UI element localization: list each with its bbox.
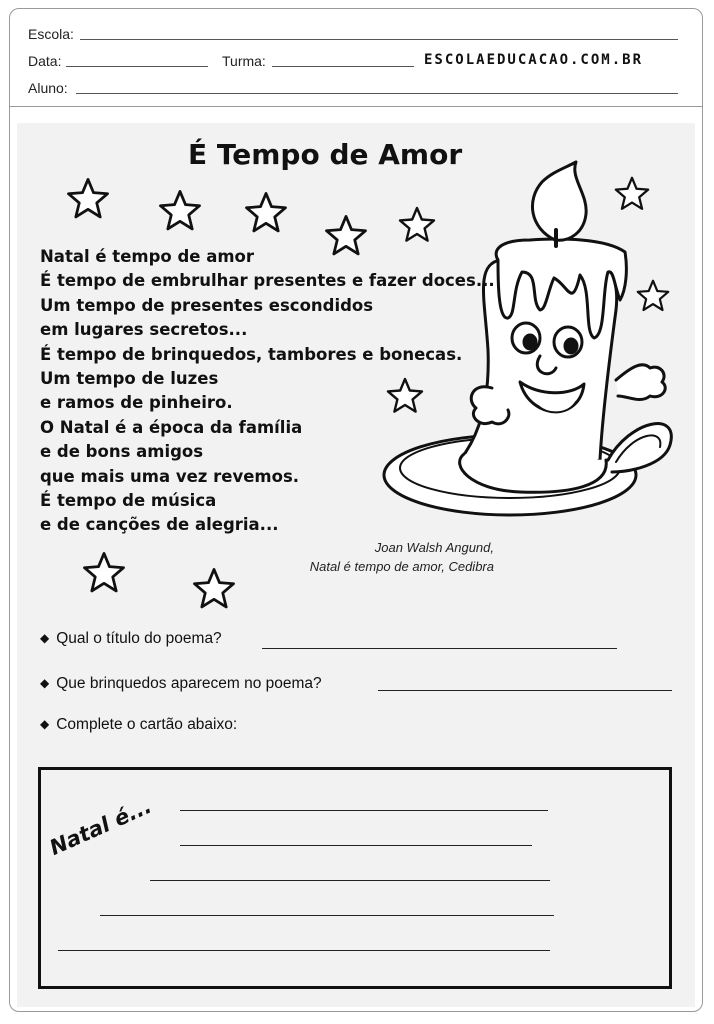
card-answer-line[interactable] — [180, 845, 532, 846]
star-icon — [156, 188, 204, 234]
poem-line: Um tempo de presentes escondidos — [40, 295, 374, 315]
poem-line: É tempo de música — [40, 491, 217, 511]
question-text: Que brinquedos aparecem no poema? — [56, 675, 322, 692]
question-toys — [40, 675, 322, 693]
answer-line-toys[interactable] — [378, 690, 672, 691]
question-card — [40, 716, 237, 734]
class-field[interactable] — [272, 66, 414, 67]
poem-line: O Natal é a época da família — [40, 417, 303, 437]
answer-line-title[interactable] — [262, 648, 617, 649]
question-text: Complete o cartão abaixo: — [56, 716, 238, 733]
star-icon — [242, 190, 290, 236]
question-text: Qual o título do poema? — [56, 630, 222, 647]
date-field[interactable] — [66, 66, 208, 67]
school-field[interactable] — [80, 39, 678, 40]
poem — [40, 245, 495, 538]
poem-line: Um tempo de luzes — [40, 369, 219, 389]
poem-line: que mais uma vez revemos. — [40, 466, 300, 486]
poem-line: em lugares secretos... — [40, 320, 248, 340]
card-answer-line[interactable] — [180, 810, 548, 811]
site-brand: ESCOLAEDUCACAO.COM.BR — [424, 52, 644, 68]
poem-line: É tempo de brinquedos, tambores e bonecas. — [40, 344, 463, 364]
poem-line: e de bons amigos — [40, 442, 204, 462]
class-label: Turma: — [222, 53, 266, 69]
star-icon — [64, 176, 112, 222]
poem-author: Joan Walsh Angund, — [374, 540, 494, 555]
student-label: Aluno: — [28, 80, 68, 96]
card-answer-line[interactable] — [58, 950, 550, 951]
poem-line: e de canções de alegria... — [40, 515, 279, 535]
student-field[interactable] — [76, 93, 678, 94]
poem-line: É tempo de embrulhar presentes e fazer doces... — [40, 271, 495, 291]
card-title: Natal é... — [46, 793, 156, 860]
page-title: É Tempo de Amor — [188, 138, 463, 171]
card-answer-line[interactable] — [150, 880, 550, 881]
card-answer-line[interactable] — [100, 915, 554, 916]
poem-line: Natal é tempo de amor — [40, 247, 255, 266]
school-label: Escola: — [28, 26, 74, 42]
poem-line: e ramos de pinheiro. — [40, 393, 233, 413]
header-divider — [9, 106, 703, 107]
question-title — [40, 630, 222, 648]
date-label: Data: — [28, 53, 62, 69]
poem-source: Natal é tempo de amor, Cedibra — [309, 559, 494, 574]
bullet-icon: ◆ — [40, 631, 50, 645]
bullet-icon: ◆ — [40, 717, 50, 731]
bullet-icon: ◆ — [40, 676, 50, 690]
